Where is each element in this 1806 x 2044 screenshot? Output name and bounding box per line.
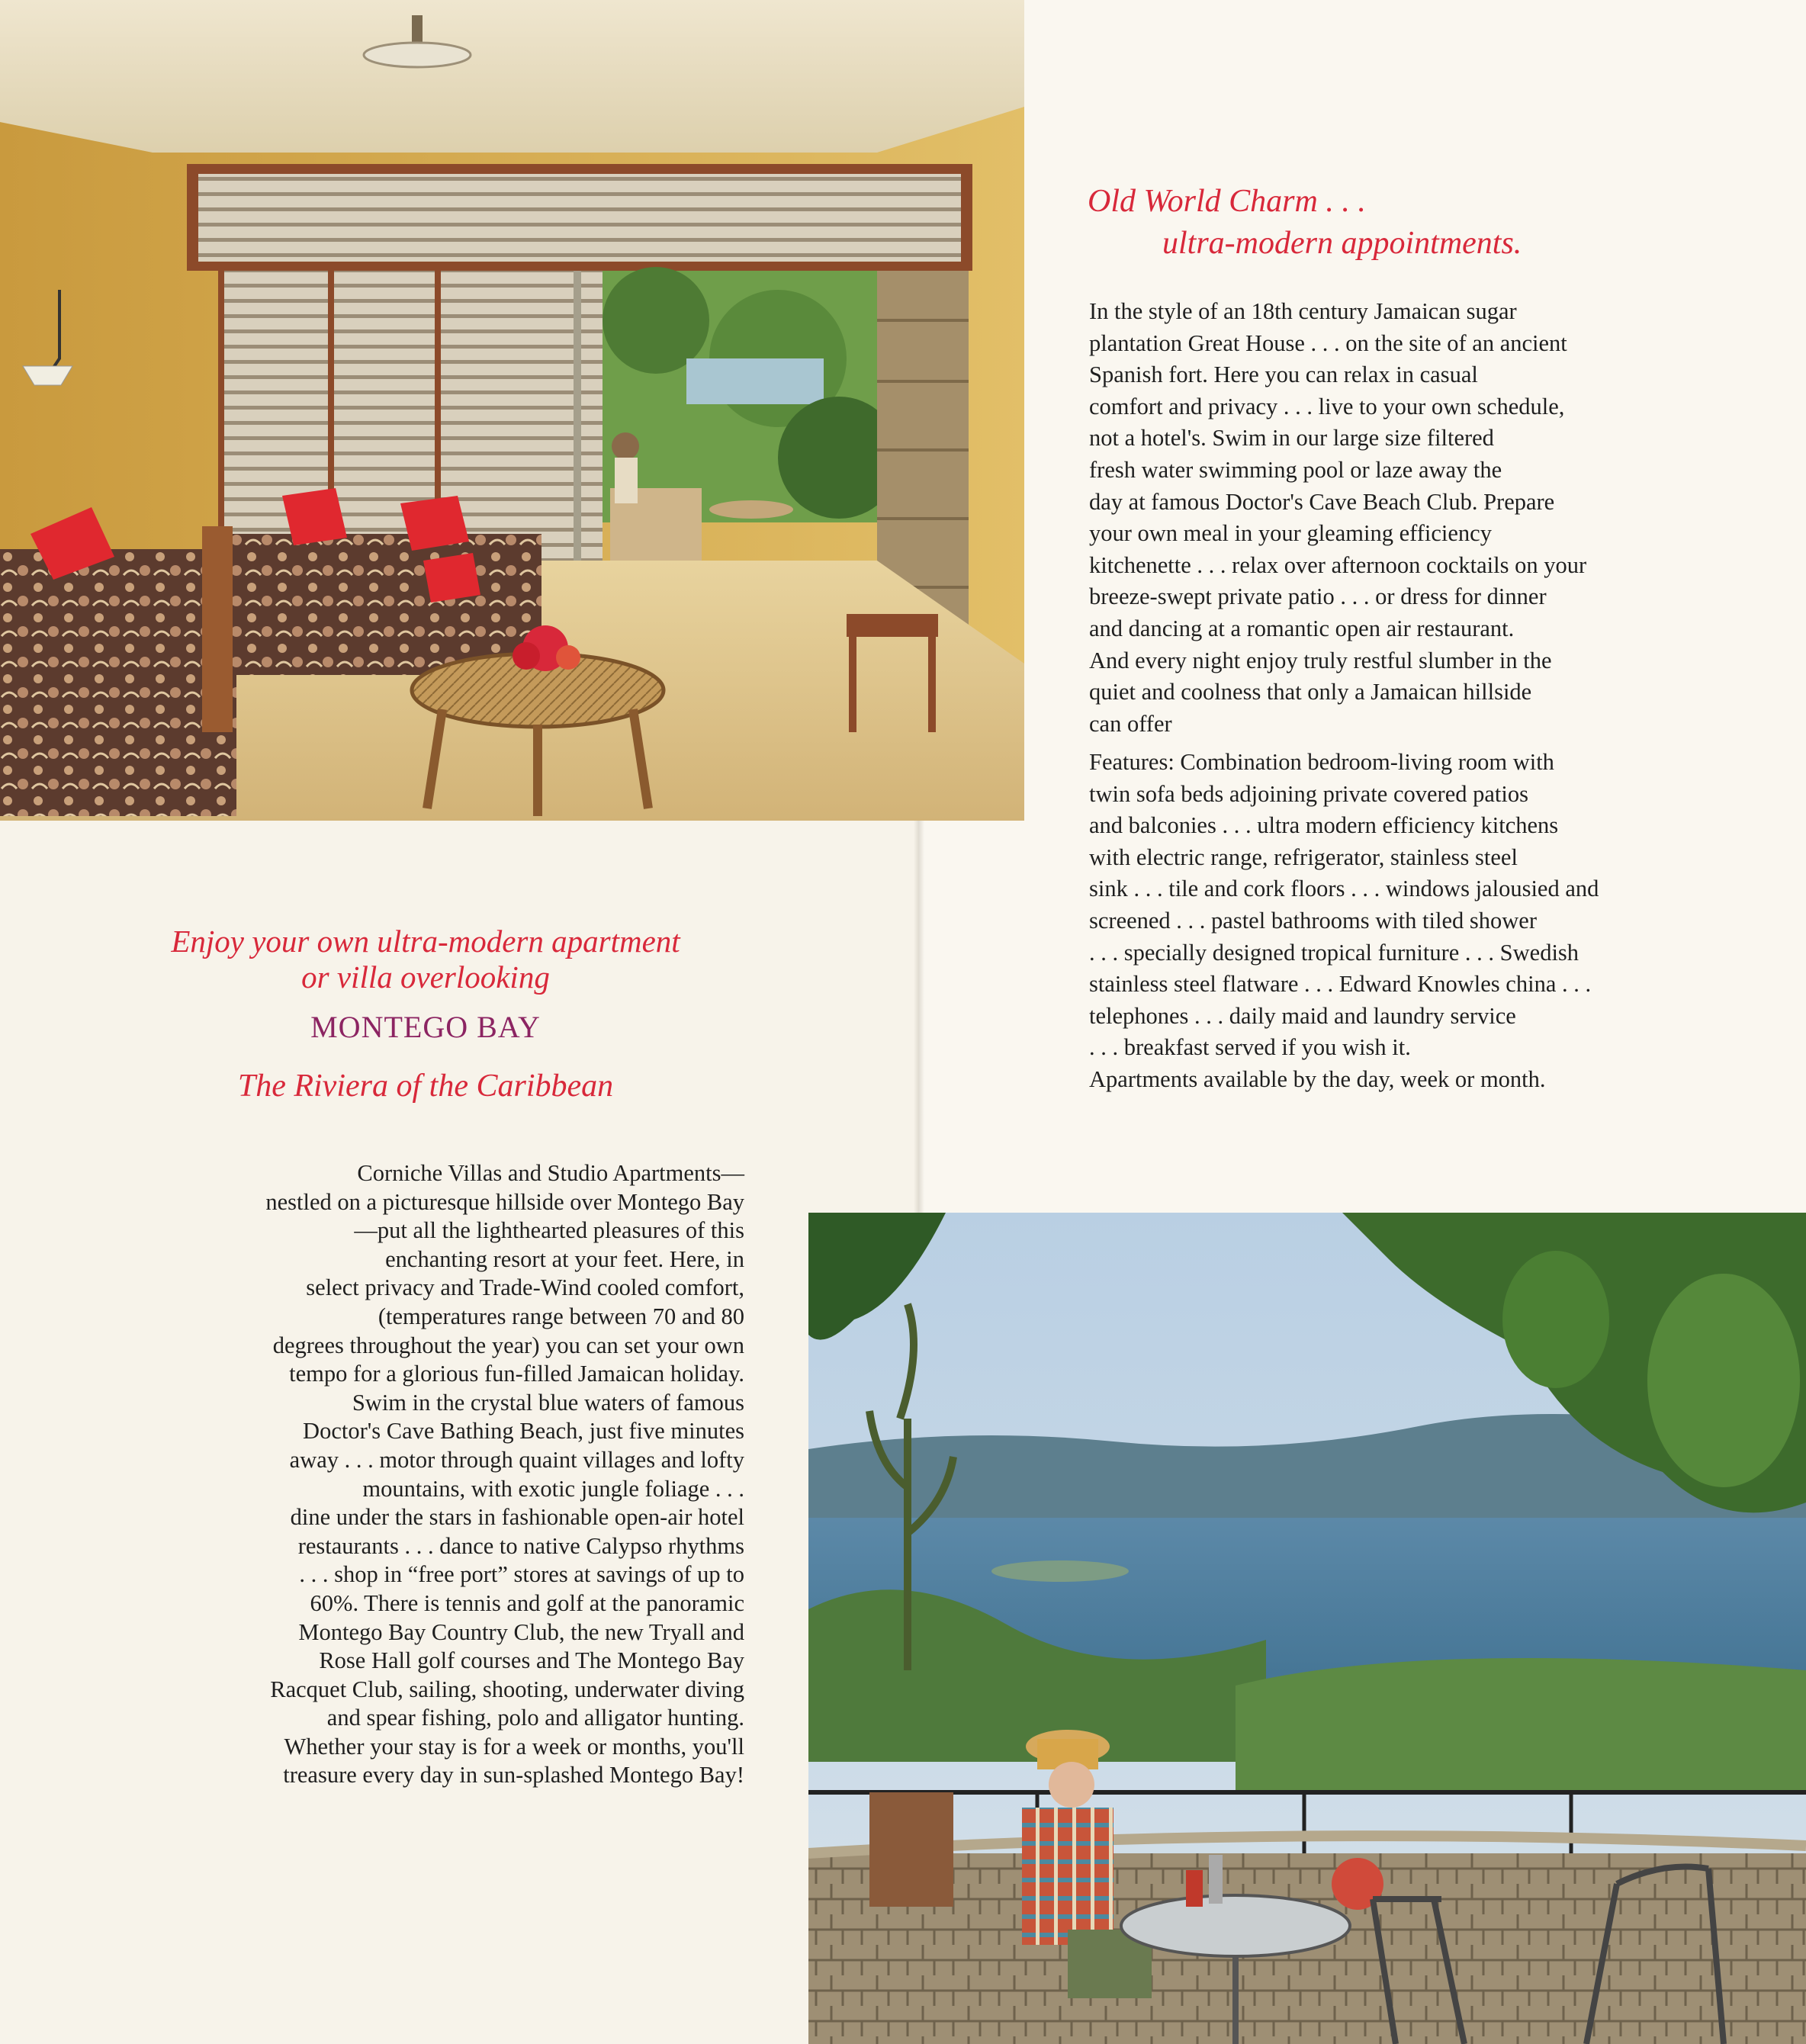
apartment-interior-photo <box>0 0 1024 821</box>
text-line: can offer <box>1089 710 1172 737</box>
text-line: twin sofa beds adjoining private covered patios <box>1089 780 1528 807</box>
text-line: plantation Great House . . . on the site of an ancient <box>1089 329 1567 356</box>
text-line: and dancing at a romantic open air restaurant. <box>1089 615 1515 641</box>
text-line: enchanting resort at your feet. Here, in <box>385 1245 744 1272</box>
text-line: Montego Bay Country Club, the new Tryall and <box>298 1618 744 1645</box>
text-line: not a hotel's. Swim in our large size filtered <box>1089 425 1494 452</box>
text-line: your own meal in your gleaming efficiency <box>1089 520 1492 547</box>
text-line: (temperatures range between 70 and 80 <box>378 1303 744 1329</box>
montego-bay-title: MONTEGO BAY <box>310 1010 541 1044</box>
old-world-charm-heading: Old World Charm . . . <box>1088 184 1366 219</box>
text-line: And every night enjoy truly restful slumber in the <box>1089 647 1552 673</box>
bay-view-illustration <box>808 1213 1806 2044</box>
text-line: telephones . . . daily maid and laundry service <box>1089 1002 1516 1029</box>
text-line: kitchenette . . . relax over afternoon cocktails on your <box>1089 551 1587 578</box>
corniche-paragraph <box>92 1159 744 1790</box>
text-line: and spear fishing, polo and alligator hunting. <box>326 1705 744 1731</box>
text-line: . . . breakfast served if you wish it. <box>1089 1034 1411 1061</box>
text-line: —put all the lighthearted pleasures of this <box>354 1217 744 1244</box>
text-line: away . . . motor through quaint villages and lofty <box>289 1446 744 1473</box>
text-line: Rose Hall golf courses and The Montego Bay <box>319 1647 744 1674</box>
text-line: Apartments available by the day, week or month. <box>1089 1065 1546 1092</box>
text-line: comfort and privacy . . . live to your own schedule, <box>1089 393 1565 419</box>
text-line: with electric range, refrigerator, stainless steel <box>1089 844 1518 870</box>
text-line: 60%. There is tennis and golf at the panoramic <box>310 1589 744 1616</box>
text-line: restaurants . . . dance to native Calypso rhythms <box>297 1532 744 1559</box>
text-line: degrees throughout the year) you can set your own <box>272 1332 744 1358</box>
montego-bay-view-photo <box>808 1213 1806 2044</box>
features-paragraph <box>1089 747 1599 1096</box>
text-line: sink . . . tile and cork floors . . . windows jalousied and <box>1089 876 1599 902</box>
text-line: treasure every day in sun-splashed Montego Bay! <box>283 1762 744 1788</box>
text-line: Whether your stay is for a week or months, you'll <box>284 1733 744 1760</box>
riviera-tagline: The Riviera of the Caribbean <box>237 1069 614 1104</box>
text-line: quiet and coolness that only a Jamaican hillside <box>1089 679 1532 705</box>
text-line: screened . . . pastel bathrooms with tiled shower <box>1089 907 1537 934</box>
text-line: and balconies . . . ultra modern efficiency kitchens <box>1089 812 1559 839</box>
text-line: mountains, with exotic jungle foliage . . . <box>362 1475 744 1502</box>
text-line: dine under the stars in fashionable open-air hotel <box>290 1504 744 1531</box>
text-line: Corniche Villas and Studio Apartments— <box>357 1160 744 1186</box>
text-line: day at famous Doctor's Cave Beach Club. Prepare <box>1089 488 1555 515</box>
text-line: Features: Combination bedroom-living room with <box>1089 749 1554 775</box>
text-line: Spanish fort. Here you can relax in casual <box>1089 362 1478 388</box>
text-line: Racquet Club, sailing, shooting, underwater diving <box>270 1676 744 1702</box>
enjoy-headline-line2: or villa overlooking <box>301 959 550 995</box>
apartment-interior-illustration <box>0 0 1024 821</box>
text-line: stainless steel flatware . . . Edward Knowles china . . . <box>1089 971 1592 998</box>
text-line: . . . specially designed tropical furniture . . . Swedish <box>1089 939 1579 966</box>
ultra-modern-subheading: ultra-modern appointments. <box>1162 226 1522 261</box>
text-line: In the style of an 18th century Jamaican sugar <box>1089 298 1517 324</box>
text-line: tempo for a glorious fun-filled Jamaican holiday. <box>289 1361 744 1387</box>
text-line: select privacy and Trade-Wind cooled comfort, <box>306 1274 744 1301</box>
intro-paragraph <box>1089 296 1586 740</box>
text-line: breeze-swept private patio . . . or dress for dinner <box>1089 583 1547 610</box>
text-line: nestled on a picturesque hillside over Montego Bay <box>265 1188 744 1215</box>
text-line: . . . shop in “free port” stores at savings of up to <box>299 1561 744 1588</box>
text-line: Doctor's Cave Bathing Beach, just five minutes <box>303 1418 744 1445</box>
text-line: fresh water swimming pool or laze away the <box>1089 456 1502 483</box>
enjoy-headline-line1: Enjoy your own ultra-modern apartment <box>171 924 680 959</box>
text-line: Swim in the crystal blue waters of famous <box>352 1389 744 1416</box>
